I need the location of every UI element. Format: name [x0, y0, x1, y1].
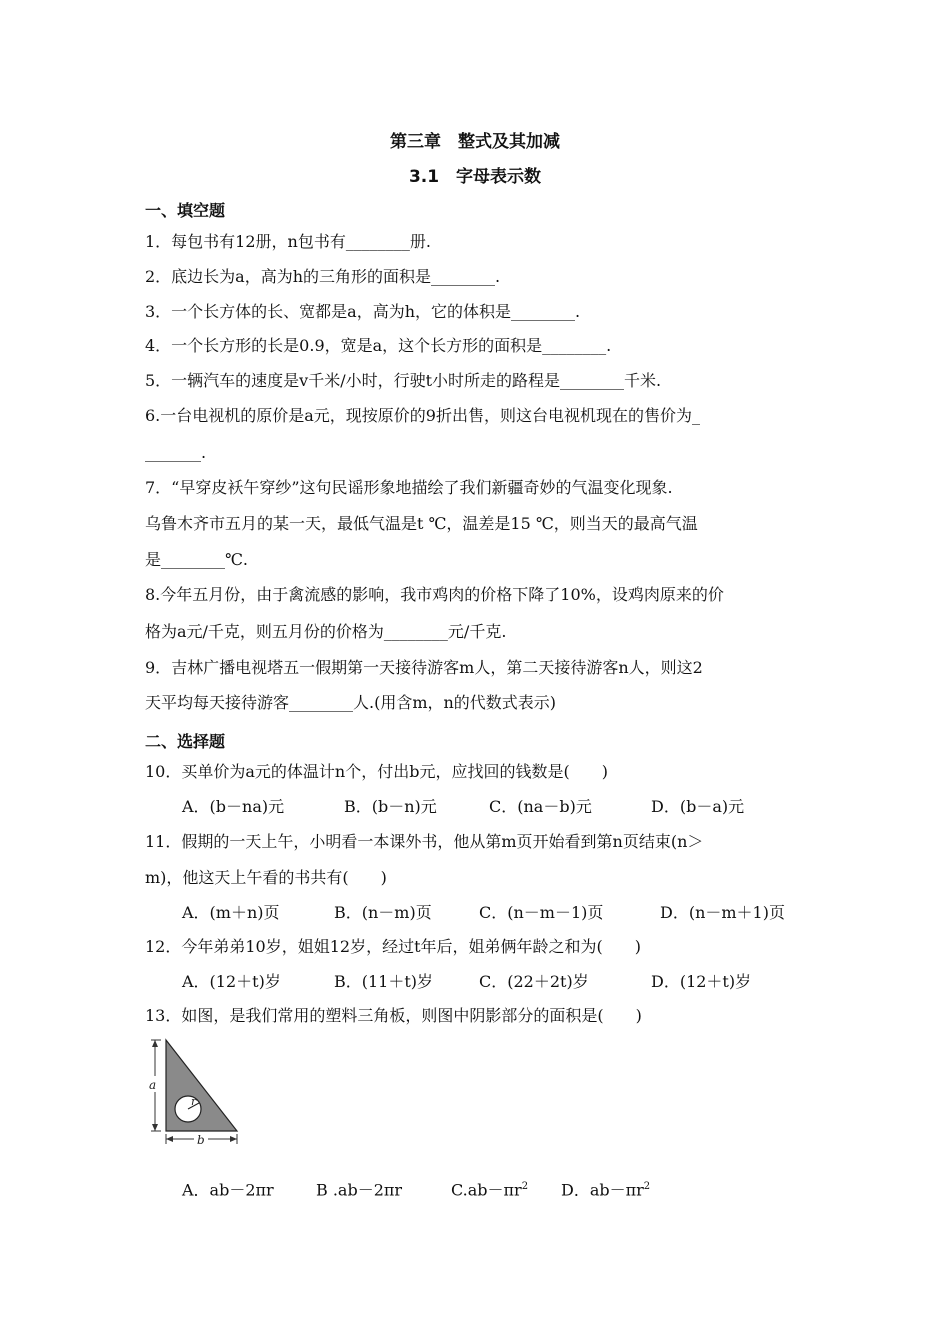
dimension-a-arrow-top: [152, 1040, 158, 1047]
question-line: 天平均每天接待游客________人.(用含m，n的代数式表示): [145, 693, 557, 712]
triangle-ruler-figure: [145, 1036, 245, 1146]
q13-option-c: $C.ab-\pi r^2$: [451, 1180, 529, 1200]
chapter-title: 第三章 整式及其加减: [390, 132, 560, 152]
q10-option-a: A．(b－na)元: [182, 797, 285, 816]
q12-stem: 12．今年弟弟10岁，姐姐12岁，经过t年后，姐弟俩年龄之和为( ): [145, 937, 641, 956]
question-line: 8.今年五月份，由于禽流感的影响，我市鸡肉的价格下降了10%，设鸡肉原来的价: [145, 585, 724, 604]
q12-option-c: C．(22＋2t)岁: [479, 972, 589, 991]
question-line: 1．每包书有12册，n包书有________册.: [145, 232, 431, 251]
q10-stem: 10．买单价为a元的体温计n个，付出b元，应找回的钱数是( ): [145, 762, 608, 781]
question-line: 格为a元/千克，则五月份的价格为________元/千克.: [145, 622, 507, 641]
question-line: 是________℃.: [145, 550, 248, 569]
question-line: 7．“早穿皮袄午穿纱”这句民谣形象地描绘了我们新疆奇妙的气温变化现象.: [145, 478, 673, 497]
label-r: r: [191, 1095, 197, 1108]
q11-stem-line2: m)，他这天上午看的书共有( ): [145, 868, 387, 887]
question-line: 5．一辆汽车的速度是v千米/小时，行驶t小时所走的路程是________千米.: [145, 371, 662, 390]
q13-option-b: B .ab－2πr: [316, 1180, 403, 1200]
q12-option-d: D．(12＋t)岁: [651, 972, 752, 991]
question-line: _______.: [145, 443, 207, 462]
part2-heading: 二、选择题: [145, 732, 226, 751]
question-line: 6.一台电视机的原价是a元，现按原价的9折出售，则这台电视机现在的售价为_: [145, 406, 700, 425]
label-a: a: [149, 1078, 157, 1092]
q11-option-d: D．(n－m＋1)页: [660, 903, 785, 922]
part1-heading: 一、填空题: [145, 201, 226, 220]
dimension-a-arrow-bottom: [152, 1124, 158, 1131]
q10-option-b: B．(b－n)元: [344, 797, 437, 816]
q11-option-c: C．(n－m－1)页: [479, 903, 604, 922]
shaded-triangle: [166, 1040, 237, 1131]
question-line: 4．一个长方形的长是0.9，宽是a，这个长方形的面积是________.: [145, 336, 612, 355]
label-b: b: [197, 1133, 205, 1146]
q10-option-c: C．(na－b)元: [489, 797, 592, 816]
q11-option-b: B．(n－m)页: [334, 903, 432, 922]
q13-stem: 13．如图，是我们常用的塑料三角板，则图中阴影部分的面积是( ): [145, 1006, 642, 1025]
q13-option-d: D．$ab-\pi r^2$: [561, 1180, 651, 1200]
q11-stem-line1: 11．假期的一天上午，小明看一本课外书，他从第m页开始看到第n页结束(n＞: [145, 832, 704, 851]
question-line: 乌鲁木齐市五月的某一天，最低气温是t ℃，温差是15 ℃，则当天的最高气温: [145, 514, 698, 533]
section-title: 3.1 字母表示数: [408, 167, 542, 187]
question-line: 2．底边长为a，高为h的三角形的面积是________.: [145, 267, 501, 286]
q11-option-a: A．(m＋n)页: [182, 903, 280, 922]
q12-option-a: A．(12＋t)岁: [182, 972, 281, 991]
q13-option-a: A．ab－2πr: [182, 1180, 274, 1200]
question-line: 3．一个长方体的长、宽都是a，高为h，它的体积是________.: [145, 302, 581, 321]
q12-option-b: B．(11＋t)岁: [334, 972, 434, 991]
q10-option-d: D．(b－a)元: [651, 797, 745, 816]
question-line: 9．吉林广播电视塔五一假期第一天接待游客m人，第二天接待游客n人，则这2: [145, 658, 703, 677]
